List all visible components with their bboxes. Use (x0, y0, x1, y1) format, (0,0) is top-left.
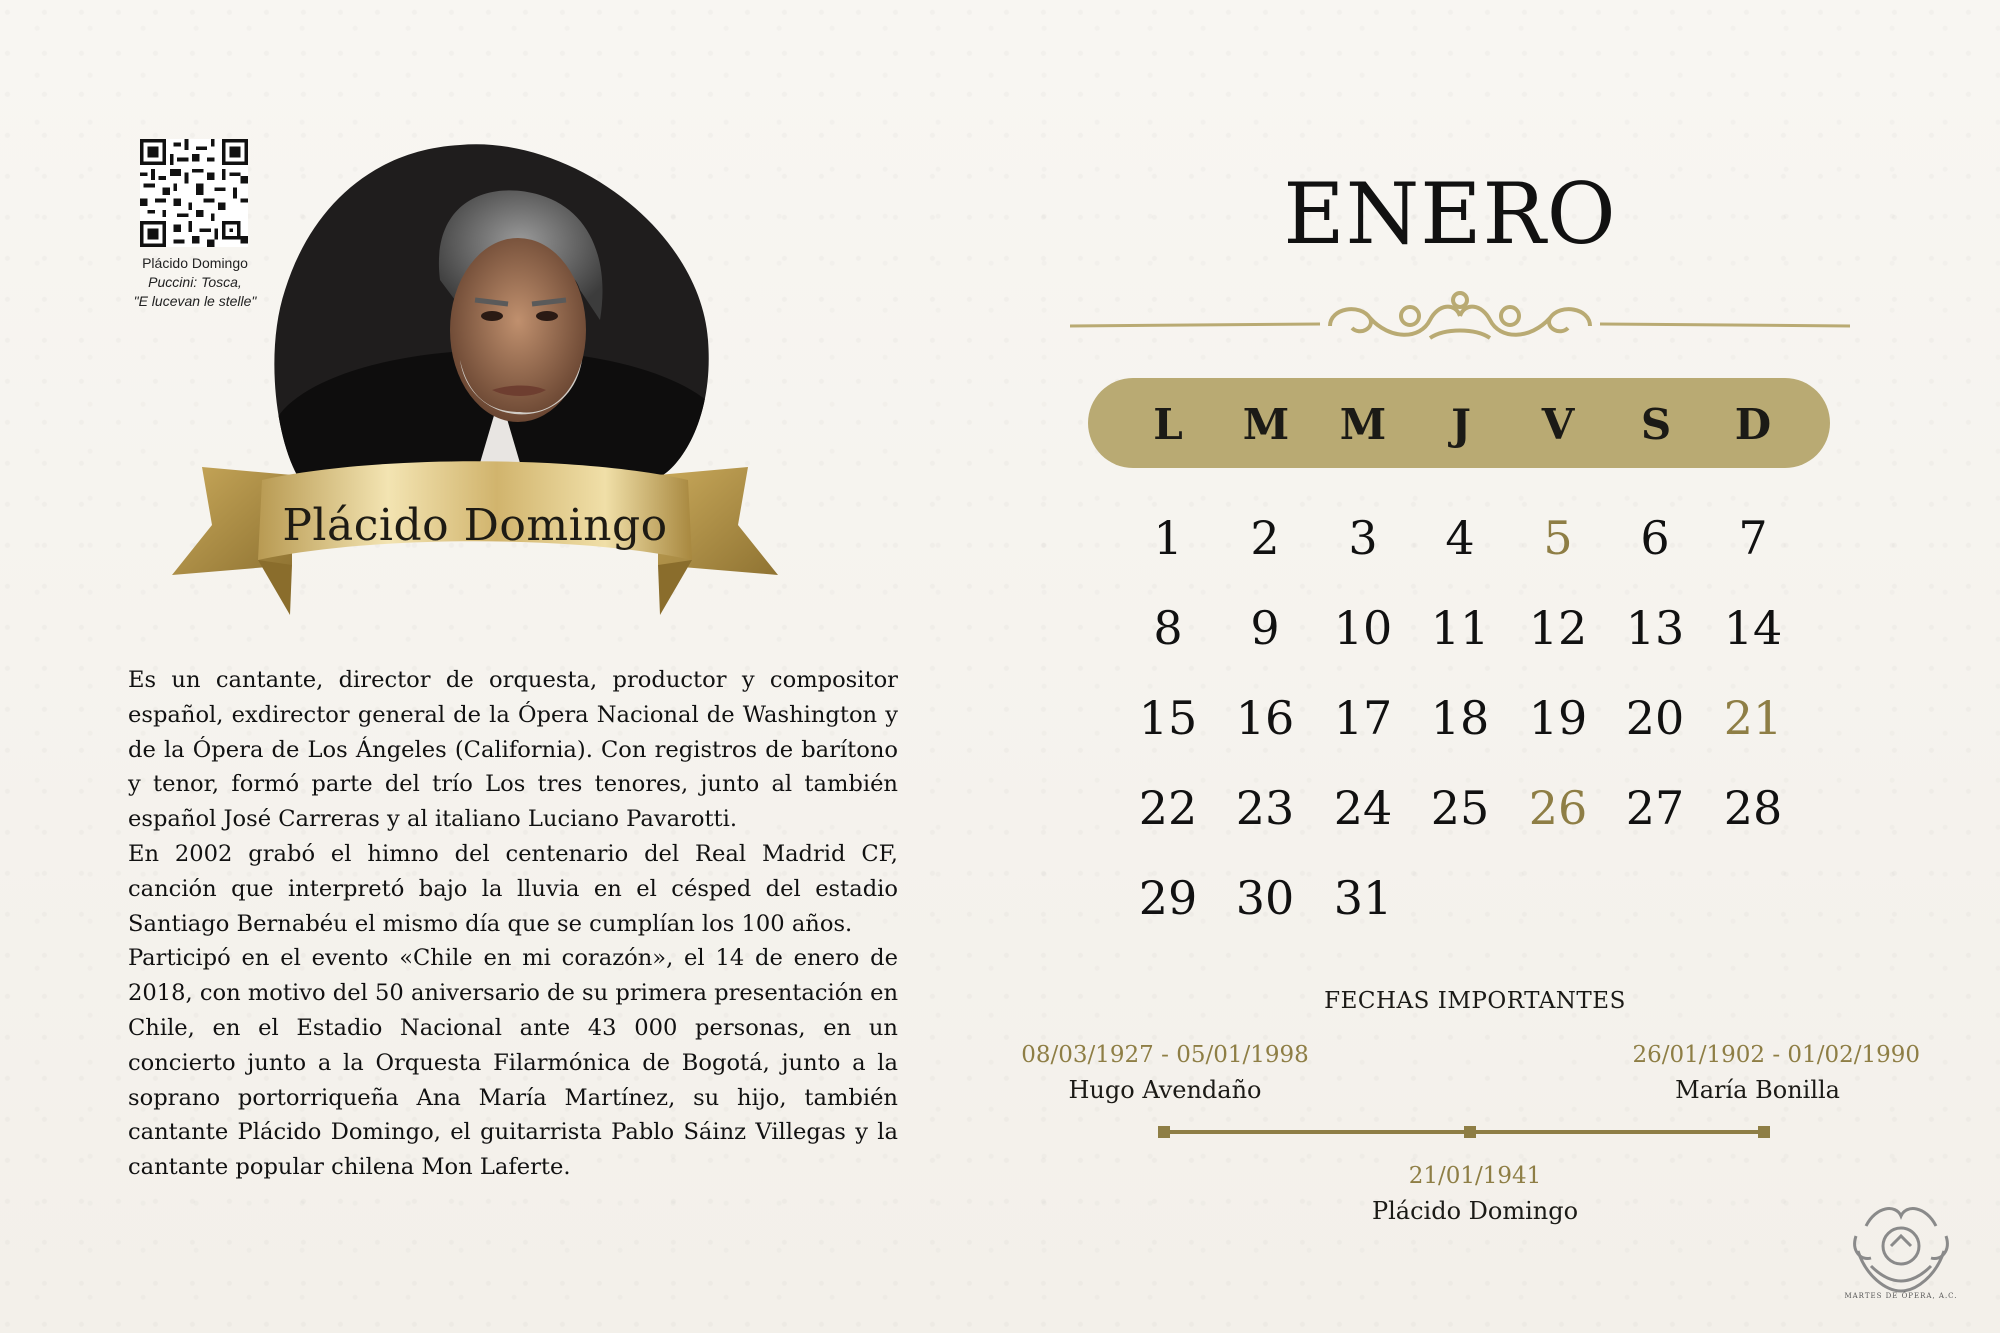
calendar-day: 6 (1640, 511, 1670, 565)
calendar-day: 21 (1723, 691, 1783, 745)
calendar-day: 9 (1250, 601, 1280, 655)
important-date-left: 08/03/1927 - 05/01/1998 (1021, 1042, 1309, 1068)
calendar-day: 17 (1333, 691, 1393, 745)
weekday-label: S (1640, 400, 1672, 449)
bio-paragraph: En 2002 grabó el himno del centenario del Real Madrid CF, canción que interpretó bajo la lluvia en el césped del estadio Santiago Bernabéu el mismo día que se cumplían los 100 años. (128, 840, 898, 937)
calendar-day: 27 (1625, 781, 1685, 835)
important-name-right: María Bonilla (1675, 1076, 1840, 1104)
timeline (1158, 1124, 1770, 1140)
calendar-day: 26 (1528, 781, 1588, 835)
important-name-center: Plácido Domingo (1371, 1197, 1579, 1225)
calendar-day: 28 (1723, 781, 1783, 835)
important-dates-title: FECHAS IMPORTANTES (1324, 988, 1626, 1014)
calendar-day: 25 (1430, 781, 1490, 835)
important-date-right: 26/01/1902 - 01/02/1990 (1632, 1042, 1920, 1068)
calendar-day: 22 (1138, 781, 1198, 835)
calendar-day: 11 (1430, 601, 1490, 655)
calendar-day: 31 (1333, 871, 1393, 925)
calendar-day: 5 (1543, 511, 1573, 565)
bio-paragraph: Es un cantante, director de orquesta, productor y compositor español, exdirector general de la Ópera Nacional de Washington y de la Ópera de Los Ángeles (California). Con registros de barítono y tenor, formó parte del trío Los tres tenores, junto al también español José Carreras y al italiano Luciano Pavarotti. (128, 667, 898, 833)
calendar-day: 12 (1528, 601, 1588, 655)
logo-caption: MARTES DE ÓPERA, A.C. (1844, 1292, 1958, 1300)
calendar-day: 18 (1430, 691, 1490, 745)
calendar-day: 4 (1445, 511, 1475, 565)
calendar-day: 14 (1723, 601, 1783, 655)
calendar-day: 8 (1153, 601, 1183, 655)
martes-de-opera-logo-icon (1846, 1196, 1956, 1306)
qr-caption (100, 254, 290, 311)
calendar-day: 7 (1738, 511, 1768, 565)
calendar-day: 30 (1235, 871, 1295, 925)
biography (128, 663, 898, 1185)
qr-caption-work: Puccini: Tosca, (148, 274, 242, 290)
calendar-day: 16 (1235, 691, 1295, 745)
portrait-photo (270, 140, 710, 480)
calendar-day: 20 (1625, 691, 1685, 745)
calendar-day: 29 (1138, 871, 1198, 925)
weekday-label: M (1339, 400, 1387, 449)
calendar-day: 23 (1235, 781, 1295, 835)
qr-code[interactable] (140, 139, 248, 247)
calendar-day: 19 (1528, 691, 1588, 745)
weekday-label: L (1153, 400, 1183, 449)
scroll-ornament-icon (1070, 288, 1850, 348)
bio-paragraph: Participó en el evento «Chile en mi corazón», el 14 de enero de 2018, con motivo del 50 aniversario de su primera presentación en Chile, en el Estadio Nacional ante 43 000 personas, en un concierto junto a la Orquesta Filarmónica de Bogotá, junto a la soprano portorriqueña Ana María Martínez, su hijo, también cantante Plácido Domingo, el guitarrista Pablo Sáinz Villegas y la cantante popular chilena Mon Laferte. (128, 945, 898, 1181)
ribbon-name: Plácido Domingo (282, 500, 668, 551)
weekday-label: J (1451, 400, 1471, 449)
calendar-day: 1 (1153, 511, 1183, 565)
calendar-day: 24 (1333, 781, 1393, 835)
weekday-label: D (1734, 400, 1772, 449)
important-name-left: Hugo Avendaño (1068, 1076, 1262, 1104)
important-date-center: 21/01/1941 (1408, 1163, 1542, 1189)
calendar-day: 2 (1250, 511, 1280, 565)
calendar-day: 13 (1625, 601, 1685, 655)
calendar-day: 15 (1138, 691, 1198, 745)
calendar-day: 10 (1333, 601, 1393, 655)
weekday-header-bar (1088, 378, 1830, 468)
calendar-day: 3 (1348, 511, 1378, 565)
weekday-label: M (1242, 400, 1290, 449)
month-title: ENERO (1283, 165, 1617, 263)
weekday-label: V (1541, 400, 1575, 449)
qr-caption-aria: "E lucevan le stelle" (133, 293, 257, 309)
qr-caption-name: Plácido Domingo (142, 255, 248, 271)
